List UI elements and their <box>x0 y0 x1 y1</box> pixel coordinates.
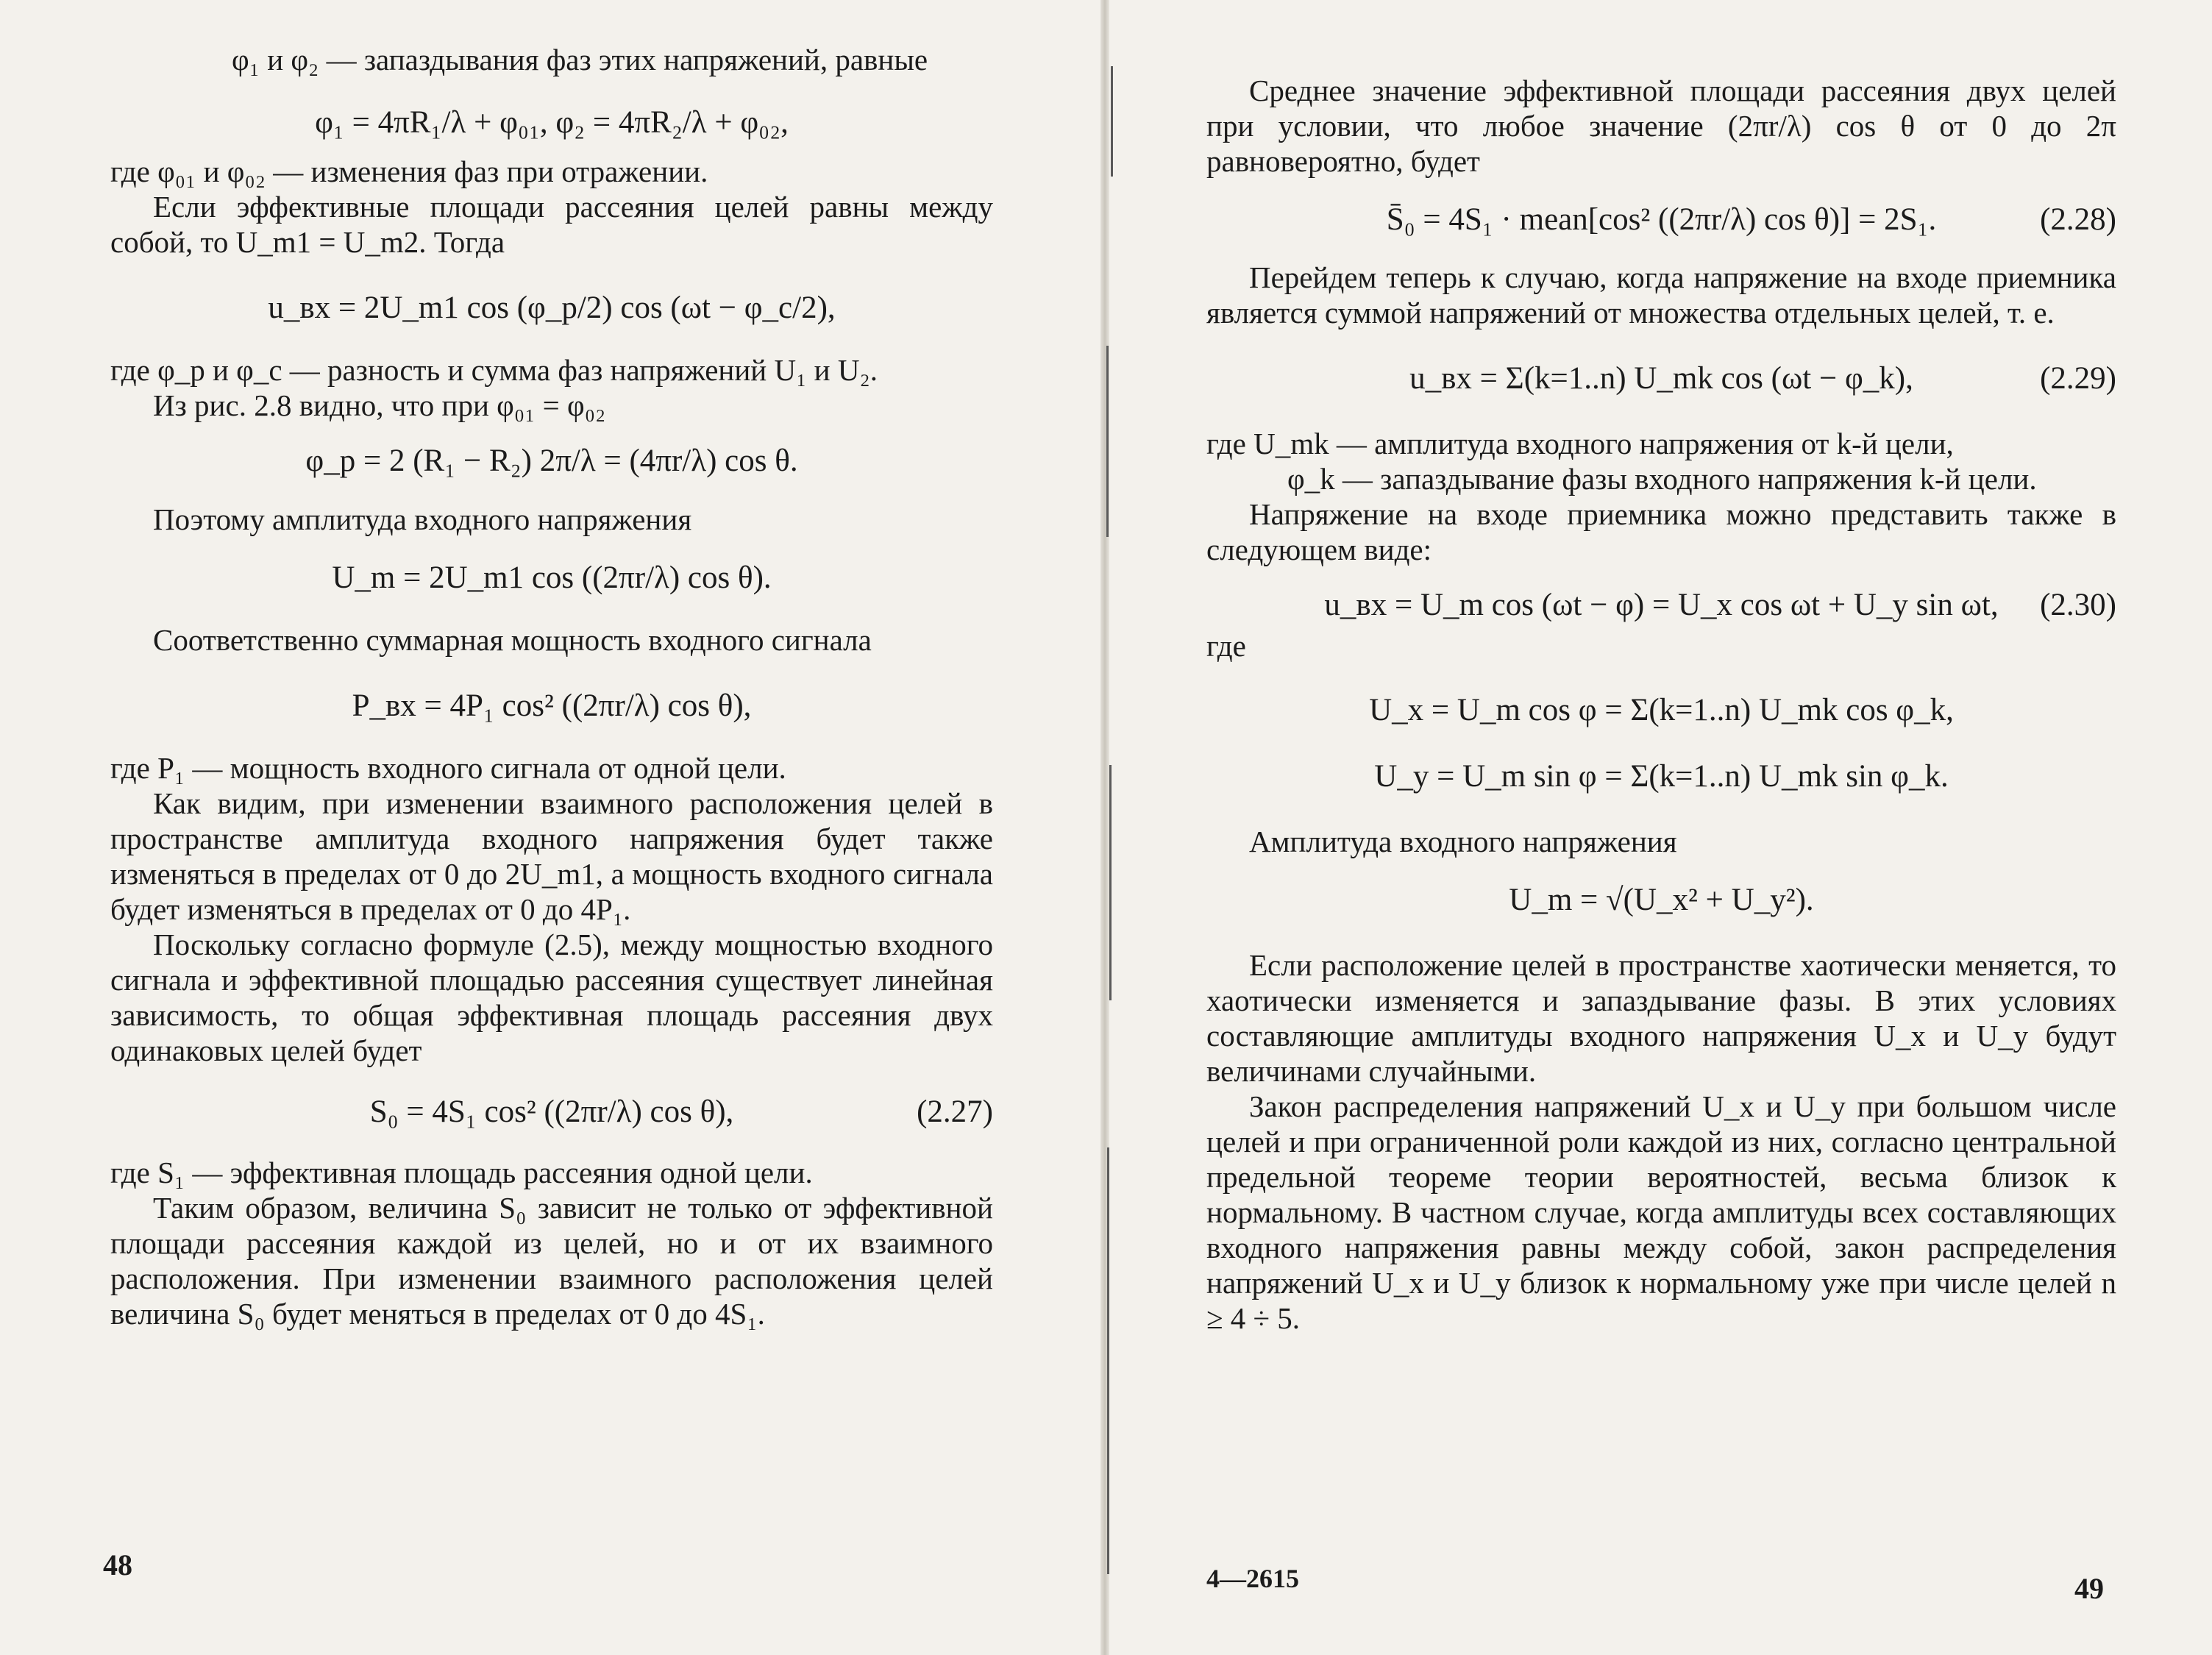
paragraph: Таким образом, величина S₀ зависит не только от эффективной площади рассеяния каждой из целей, но и от их взаимного расположения. При изменении взаимного расположения целей величина S₀ будет меняться в пределах от 0 до 4S₁. <box>110 1191 993 1331</box>
paragraph: Соответственно суммарная мощность входного сигнала <box>153 622 872 657</box>
equation: U_x = U_m cos φ = Σ(k=1..n) U_mk cos φ_k, <box>1369 692 1954 727</box>
paragraph: Амплитуда входного напряжения <box>1249 825 1677 859</box>
text-line: φ₁ и φ₂ — запаздывания фаз этих напряжений, равные <box>232 43 928 76</box>
text-line: φ_k — запаздывание фазы входного напряжения k-й цели. <box>1287 462 2037 496</box>
paragraph: Из рис. 2.8 видно, что при φ₀₁ = φ₀₂ <box>153 388 606 423</box>
paragraph: Если расположение целей в пространстве хаотически меняется, то хаотически изменяется и запаздывание фазы. В этих условиях составляющие амплитуды входного напряжения U_x и U_y будут величинами случайными. <box>1206 948 2116 1089</box>
equation: U_y = U_m sin φ = Σ(k=1..n) U_mk sin φ_k. <box>1374 758 1949 794</box>
equation: φ_р = 2 (R₁ − R₂) 2π/λ = (4πr/λ) cos θ. <box>305 444 798 479</box>
left-page <box>0 0 1103 1655</box>
equation-number: (2.30) <box>2040 588 2116 623</box>
paragraph: Если эффективные площади рассеяния целей равны между собой, то U_m1 = U_m2. Тогда <box>110 190 993 260</box>
text-line: где φ₀₁ и φ₀₂ — изменения фаз при отражении. <box>110 154 708 189</box>
equation-number: (2.27) <box>917 1094 993 1129</box>
equation-number: (2.28) <box>2040 202 2116 237</box>
equation: U_m = 2U_m1 cos ((2πr/λ) cos θ). <box>332 560 772 595</box>
paragraph: Среднее значение эффективной площади рассеяния двух целей при условии, что любое значение (2πr/λ) cos θ от 0 до 2π равновероятно, будет <box>1206 74 2116 178</box>
equation <box>1206 587 2116 624</box>
paragraph: Поскольку согласно формуле (2.5), между мощностью входного сигнала и эффективной площадью рассеяния существует линейная зависимость, то общая эффективная площадь рассеяния двух одинаковых целей будет <box>110 928 993 1067</box>
paragraph: Напряжение на входе приемника можно представить также в следующем виде: <box>1206 497 2116 567</box>
right-page <box>1103 0 2212 1655</box>
equation <box>1206 360 2116 397</box>
equation-body: S₀ = 4S₁ cos² ((2πr/λ) cos θ), <box>369 1094 734 1129</box>
printer-signature: 4—2615 <box>1206 1564 1299 1593</box>
paragraph: Закон распределения напряжений U_x и U_y при большом числе целей и при ограниченной роли каждой из них, согласно центральной предельной теореме теории вероятностей, весьма близок к нормальному. В частном случае, когда амплитуды всех составляющих входного напряжения равны между собой, закон распределения напряжений U_x и U_y близок к нормальному уже при числе целей n ≥ 4 ÷ 5. <box>1206 1089 2116 1336</box>
equation: P_вх = 4P₁ cos² ((2πr/λ) cos θ), <box>352 688 752 723</box>
equation: U_m = √(U_x² + U_y²). <box>1509 883 1814 918</box>
page-number: 49 <box>2074 1572 2104 1605</box>
equation: φ₁ = 4πR₁/λ + φ₀₁, φ₂ = 4πR₂/λ + φ₀₂, <box>315 104 789 140</box>
paragraph: Перейдем теперь к случаю, когда напряжение на входе приемника является суммой напряжений от множества отдельных целей, т. е. <box>1206 260 2116 330</box>
text-line: где U_mk — амплитуда входного напряжения от k-й цели, <box>1206 427 1954 461</box>
paragraph: Поэтому амплитуда входного напряжения <box>153 502 692 536</box>
paragraph: Как видим, при изменении взаимного расположения целей в пространстве амплитуда входного напряжения будет также изменяться в пределах от 0 до 2U_m1, а мощность входного сигнала будет изменяться в пределах от 0 до 4P₁. <box>110 786 993 927</box>
text-line: где <box>1206 628 1246 663</box>
equation: u_вх = 2U_m1 cos (φ_р/2) cos (ωt − φ_с/2), <box>268 291 836 326</box>
equation-number: (2.29) <box>2040 361 2116 396</box>
page-number: 48 <box>103 1548 132 1581</box>
text-line: где P₁ — мощность входного сигнала от одной цели. <box>110 751 786 786</box>
text-line: где S₁ — эффективная площадь рассеяния одной цели. <box>110 1156 813 1190</box>
equation-body: u_вх = Σ(k=1..n) U_mk cos (ωt − φ_k), <box>1409 361 1913 396</box>
equation-body: S̄₀ = 4S₁ · mean[cos² ((2πr/λ) cos θ)] = 2S₁. <box>1386 202 1937 237</box>
text-line: где φ_р и φ_с — разность и сумма фаз напряжений U₁ и U₂. <box>110 353 878 388</box>
equation-body: u_вх = U_m cos (ωt − φ) = U_x cos ωt + U_y sin ωt, <box>1324 588 1999 623</box>
equation <box>1206 202 2116 238</box>
equation <box>110 1094 993 1131</box>
